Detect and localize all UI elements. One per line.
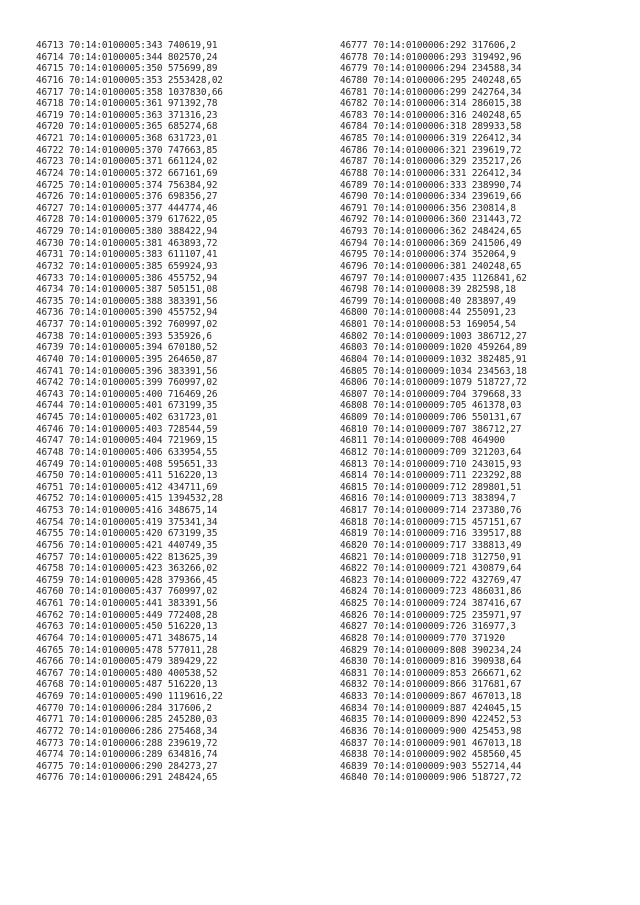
list-item: 46766 70:14:0100005:479 389429,22: [36, 656, 218, 668]
list-item: 46738 70:14:0100005:393 535926,6: [36, 330, 212, 342]
list-item: 46829 70:14:0100009:808 390234,24: [340, 644, 522, 656]
list-item: 46809 70:14:0100009:706 550131,67: [340, 412, 522, 423]
list-item: 46742 70:14:0100005:399 760997,02: [36, 377, 218, 389]
list-item: 46813 70:14:0100009:710 243015,93: [340, 458, 522, 470]
list-item: 46821 70:14:0100009:718 312750,91: [340, 551, 522, 563]
list-item: 46792 70:14:0100006:360 231443,72: [340, 214, 522, 226]
list-item: 46734 70:14:0100005:387 505151,08: [36, 284, 218, 296]
list-item: 46781 70:14:0100006:299 242764,34: [340, 86, 522, 98]
list-item: 46839 70:14:0100009:903 552714,44: [340, 760, 522, 772]
list-item: 46777 70:14:0100006:292 317606,2: [340, 40, 516, 51]
list-item: 46724 70:14:0100005:372 667161,69: [36, 167, 218, 179]
list-item: 46741 70:14:0100005:396 383391,56: [36, 365, 218, 377]
list-item: 46739 70:14:0100005:394 670180,52: [36, 342, 218, 354]
list-item: 46818 70:14:0100009:715 457151,67: [340, 516, 522, 528]
list-item: 46835 70:14:0100009:890 422452,53: [340, 714, 522, 726]
list-item: 46769 70:14:0100005:490 1119616,22: [36, 691, 223, 702]
list-item: 46812 70:14:0100009:709 321203,64: [340, 446, 522, 458]
list-item: 46759 70:14:0100005:428 379366,45: [36, 574, 218, 586]
list-item: 46784 70:14:0100006:318 289933,58: [340, 121, 522, 133]
list-item: 46773 70:14:0100006:288 239619,72: [36, 737, 218, 749]
list-item: 46729 70:14:0100005:380 388422,94: [36, 226, 218, 237]
list-item: 46789 70:14:0100006:333 238990,74: [340, 179, 522, 191]
list-item: 46736 70:14:0100005:390 455752,94: [36, 307, 218, 319]
list-item: 46750 70:14:0100005:411 516220,13: [36, 470, 218, 482]
list-item: 46749 70:14:0100005:408 595651,33: [36, 458, 218, 470]
list-item: 46756 70:14:0100005:421 440749,35: [36, 539, 218, 551]
list-item: 46720 70:14:0100005:365 685274,68: [36, 121, 218, 133]
list-item: 46730 70:14:0100005:381 463893,72: [36, 237, 218, 249]
list-item: 46744 70:14:0100005:401 673199,35: [36, 400, 218, 412]
list-item: 46823 70:14:0100009:722 432769,47: [340, 574, 522, 586]
list-item: 46838 70:14:0100009:902 458560,45: [340, 749, 522, 761]
list-item: 46819 70:14:0100009:716 339517,88: [340, 528, 522, 540]
list-item: 46811 70:14:0100009:708 464900: [340, 435, 505, 447]
list-item: 46801 70:14:0100008:53 169054,54: [340, 319, 516, 330]
left-column: [36, 40, 223, 784]
list-item: 46748 70:14:0100005:406 633954,55: [36, 446, 218, 458]
list-item: 46765 70:14:0100005:478 577011,28: [36, 644, 218, 656]
list-item: 46803 70:14:0100009:1020 459264,89: [340, 342, 527, 354]
list-item: 46785 70:14:0100006:319 226412,34: [340, 133, 522, 144]
list-item: 46760 70:14:0100005:437 760997,02: [36, 586, 218, 598]
list-item: 46824 70:14:0100009:723 486031,86: [340, 586, 522, 598]
list-item: 46721 70:14:0100005:368 631723,01: [36, 133, 218, 144]
list-item: 46719 70:14:0100005:363 371316,23: [36, 109, 218, 121]
list-item: 46763 70:14:0100005:450 516220,13: [36, 621, 218, 633]
list-item: 46840 70:14:0100009:906 518727,72: [340, 772, 522, 784]
list-item: 46726 70:14:0100005:376 698356,27: [36, 191, 218, 203]
list-item: 46836 70:14:0100009:900 425453,98: [340, 725, 522, 737]
list-item: 46764 70:14:0100005:471 348675,14: [36, 632, 218, 644]
list-item: 46740 70:14:0100005:395 264650,87: [36, 353, 218, 365]
list-item: 46825 70:14:0100009:724 387416,67: [340, 598, 522, 609]
list-item: 46837 70:14:0100009:901 467013,18: [340, 737, 522, 749]
list-item: 46752 70:14:0100005:415 1394532,28: [36, 493, 223, 505]
list-item: 46805 70:14:0100009:1034 234563,18: [340, 365, 527, 377]
list-item: 46758 70:14:0100005:423 363266,02: [36, 563, 218, 575]
list-item: 46798 70:14:0100008:39 282598,18: [340, 284, 516, 296]
list-item: 46725 70:14:0100005:374 756384,92: [36, 179, 218, 191]
list-item: 46832 70:14:0100009:866 317681,67: [340, 679, 522, 691]
list-item: 46735 70:14:0100005:388 383391,56: [36, 295, 218, 307]
list-item: 46797 70:14:0100007:435 1126841,62: [340, 272, 527, 284]
list-item: 46804 70:14:0100009:1032 382485,91: [340, 353, 527, 365]
list-item: 46778 70:14:0100006:293 319492,96: [340, 51, 522, 63]
list-item: 46754 70:14:0100005:419 375341,34: [36, 516, 218, 528]
list-item: 46791 70:14:0100006:356 230814,8: [340, 202, 516, 214]
right-column: [340, 40, 527, 784]
list-item: 46751 70:14:0100005:412 434711,69: [36, 481, 218, 493]
list-item: 46774 70:14:0100006:289 634816,74: [36, 749, 218, 761]
list-item: 46747 70:14:0100005:404 721969,15: [36, 435, 218, 447]
list-item: 46834 70:14:0100009:887 424045,15: [340, 702, 522, 714]
list-item: 46790 70:14:0100006:334 239619,66: [340, 191, 522, 203]
list-item: 46826 70:14:0100009:725 235971,97: [340, 609, 522, 621]
list-item: 46794 70:14:0100006:369 241506,49: [340, 237, 522, 249]
list-item: 46718 70:14:0100005:361 971392,78: [36, 98, 218, 110]
list-item: 46713 70:14:0100005:343 740619,91: [36, 40, 218, 51]
list-item: 46715 70:14:0100005:350 575699,89: [36, 63, 218, 75]
list-item: 46770 70:14:0100006:284 317606,2: [36, 702, 212, 714]
list-item: 46787 70:14:0100006:329 235217,26: [340, 156, 522, 168]
list-item: 46755 70:14:0100005:420 673199,35: [36, 528, 218, 540]
list-item: 46717 70:14:0100005:358 1037830,66: [36, 86, 223, 98]
list-item: 46745 70:14:0100005:402 631723,01: [36, 412, 218, 423]
list-item: 46788 70:14:0100006:331 226412,34: [340, 167, 522, 179]
list-item: 46728 70:14:0100005:379 617622,05: [36, 214, 218, 226]
list-item: 46772 70:14:0100006:286 275468,34: [36, 725, 218, 737]
list-item: 46822 70:14:0100009:721 430879,64: [340, 563, 522, 575]
list-item: 46795 70:14:0100006:374 352064,9: [340, 249, 516, 261]
list-item: 46806 70:14:0100009:1079 518727,72: [340, 377, 527, 389]
list-item: 46808 70:14:0100009:705 461378,03: [340, 400, 522, 412]
list-item: 46780 70:14:0100006:295 240248,65: [340, 74, 522, 86]
list-item: 46817 70:14:0100009:714 237380,76: [340, 505, 522, 516]
list-item: 46771 70:14:0100006:285 245280,03: [36, 714, 218, 726]
list-item: 46828 70:14:0100009:770 371920: [340, 632, 505, 644]
list-item: 46816 70:14:0100009:713 383894,7: [340, 493, 516, 505]
list-item: 46830 70:14:0100009:816 390938,64: [340, 656, 522, 668]
list-item: 46722 70:14:0100005:370 747663,85: [36, 144, 218, 156]
list-item: 46723 70:14:0100005:371 661124,02: [36, 156, 218, 168]
list-item: 46716 70:14:0100005:353 2553428,02: [36, 74, 223, 86]
list-item: 46775 70:14:0100006:290 284273,27: [36, 760, 218, 772]
list-item: 46757 70:14:0100005:422 813625,39: [36, 551, 218, 563]
list-item: 46762 70:14:0100005:449 772408,28: [36, 609, 218, 621]
list-item: 46796 70:14:0100006:381 240248,65: [340, 260, 522, 272]
list-item: 46743 70:14:0100005:400 716469,26: [36, 388, 218, 400]
list-item: 46810 70:14:0100009:707 386712,27: [340, 423, 522, 435]
list-item: 46732 70:14:0100005:385 659924,93: [36, 260, 218, 272]
list-item: 46802 70:14:0100009:1003 386712,27: [340, 330, 527, 342]
list-item: 46768 70:14:0100005:487 516220,13: [36, 679, 218, 691]
list-item: 46776 70:14:0100006:291 248424,65: [36, 772, 218, 784]
list-item: 46761 70:14:0100005:441 383391,56: [36, 598, 218, 609]
list-item: 46753 70:14:0100005:416 348675,14: [36, 505, 218, 516]
list-item: 46799 70:14:0100008:40 283897,49: [340, 295, 516, 307]
list-item: 46779 70:14:0100006:294 234588,34: [340, 63, 522, 75]
list-item: 46746 70:14:0100005:403 728544,59: [36, 423, 218, 435]
list-item: 46737 70:14:0100005:392 760997,02: [36, 319, 218, 330]
list-item: 46727 70:14:0100005:377 444774,46: [36, 202, 218, 214]
list-item: 46782 70:14:0100006:314 286015,38: [340, 98, 522, 110]
list-item: 46827 70:14:0100009:726 316977,3: [340, 621, 516, 633]
list-item: 46831 70:14:0100009:853 266671,62: [340, 667, 522, 679]
list-item: 46820 70:14:0100009:717 338813,49: [340, 539, 522, 551]
list-item: 46733 70:14:0100005:386 455752,94: [36, 272, 218, 284]
list-item: 46815 70:14:0100009:712 289801,51: [340, 481, 522, 493]
list-item: 46807 70:14:0100009:704 379668,33: [340, 388, 522, 400]
list-item: 46800 70:14:0100008:44 255091,23: [340, 307, 516, 319]
list-item: 46814 70:14:0100009:711 223292,88: [340, 470, 522, 482]
list-item: 46714 70:14:0100005:344 802570,24: [36, 51, 218, 63]
list-item: 46767 70:14:0100005:480 400538,52: [36, 667, 218, 679]
list-item: 46783 70:14:0100006:316 240248,65: [340, 109, 522, 121]
list-item: 46793 70:14:0100006:362 248424,65: [340, 226, 522, 237]
list-item: 46786 70:14:0100006:321 239619,72: [340, 144, 522, 156]
list-item: 46833 70:14:0100009:867 467013,18: [340, 691, 522, 702]
list-item: 46731 70:14:0100005:383 611107,41: [36, 249, 218, 261]
